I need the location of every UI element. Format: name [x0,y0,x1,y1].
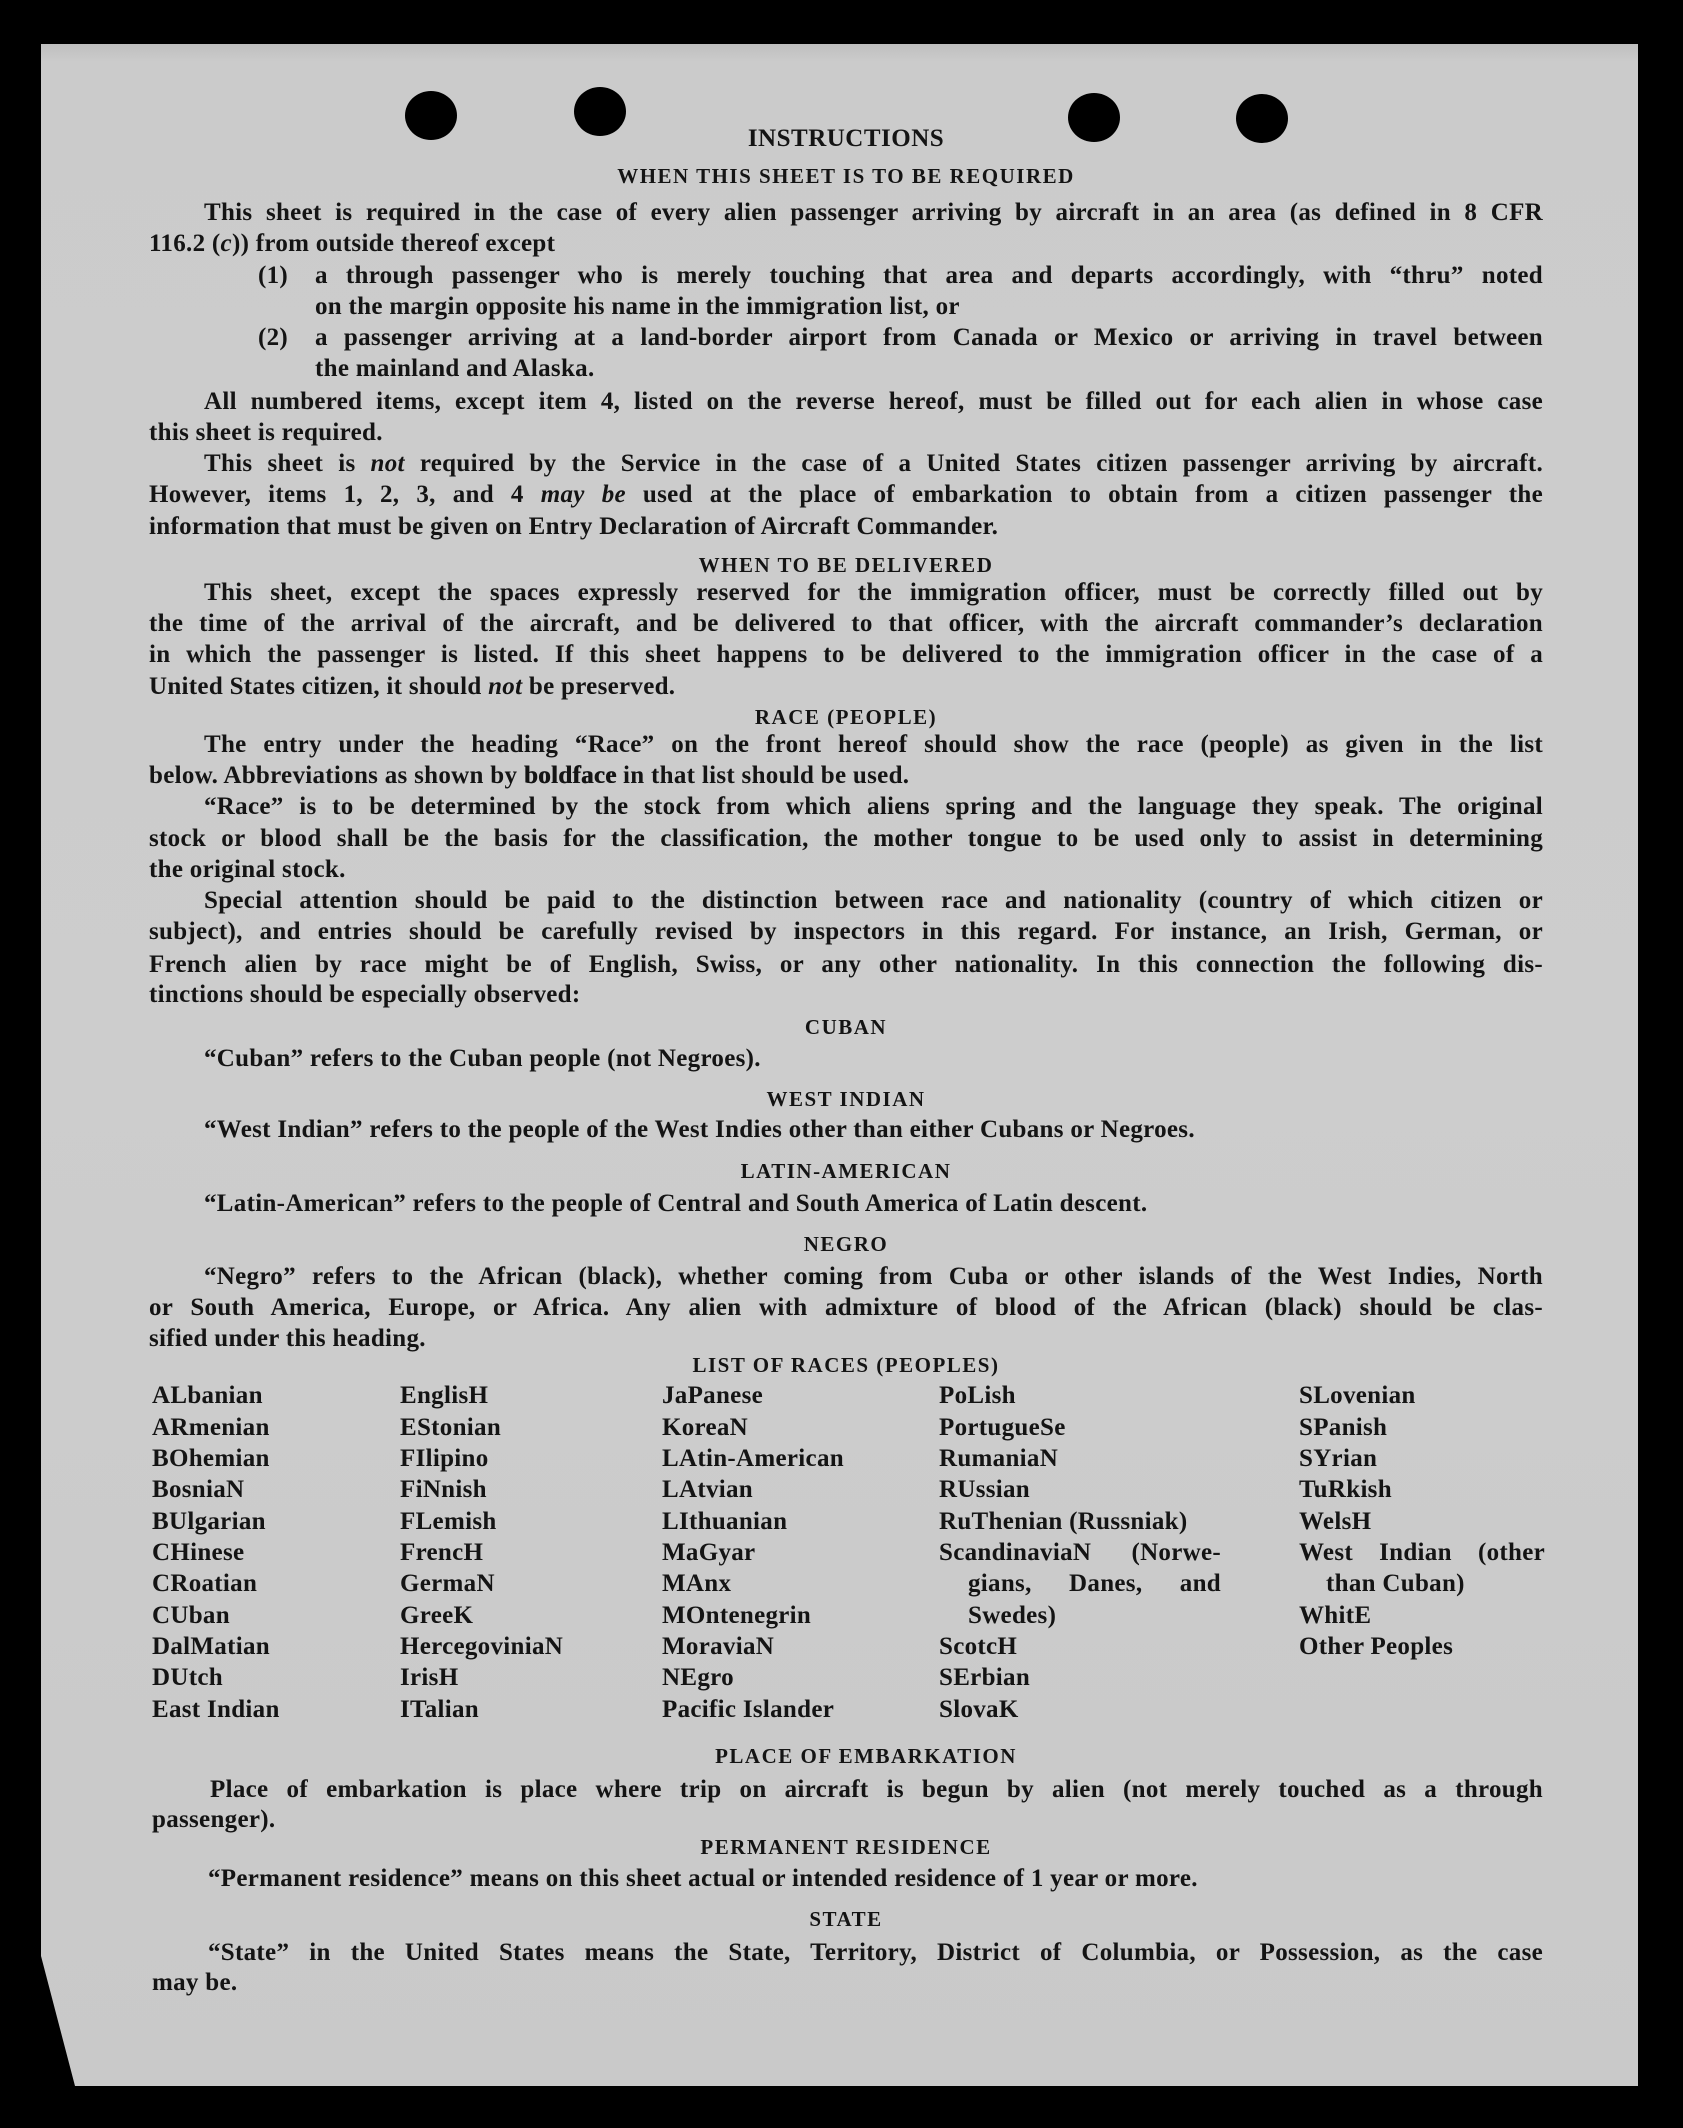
text-run: below. Abbreviations as shown by [149,762,524,789]
body-line: “Cuban” refers to the Cuban people (not Negroes). [204,1045,761,1072]
race-list-item: BosniaN [152,1476,245,1503]
race-list-item: FIlipino [400,1445,489,1472]
race-list-item: FrencH [400,1539,484,1566]
text-run: 116.2 ( [149,230,221,257]
race-list-item: GermaN [400,1570,495,1597]
race-list-item: DalMatian [152,1633,270,1660]
item-number: (2) [258,324,289,351]
race-list-item: MAnx [662,1570,732,1597]
race-list-item: MOntenegrin [662,1602,812,1629]
body-line: the mainland and Alaska. [315,355,595,382]
document-title: INSTRUCTIONS [747,125,945,152]
body-line: All numbered items, except item 4, listed on the reverse hereof, must be filled out for each alien in whose case [204,388,1543,415]
body-line: a through passenger who is merely touching that area and departs accordingly, with “thru” noted [315,262,1543,289]
italic-text-run: may be [540,481,626,508]
body-line: this sheet is required. [149,419,383,446]
race-list-item: CRoatian [152,1570,258,1597]
body-line: information that must be given on Entry Declaration of Aircraft Commander. [149,513,999,540]
body-line: “State” in the United States means the State, Territory, District of Columbia, or Possession, as the case [208,1939,1543,1966]
race-list-item: LIthuanian [662,1508,788,1535]
text-run: required by the Service in the case of a United States citizen passenger arriving by aircraft. [404,450,1543,477]
body-line: This sheet is required in the case of every alien passenger arriving by aircraft in an area (as defined in 8 CFR [204,199,1543,226]
race-list-item: CUban [152,1602,230,1629]
race-list-item: East Indian [152,1696,280,1723]
race-list-item: RUssian [939,1476,1031,1503]
race-list-item: GreeK [400,1602,474,1629]
race-list-item: SLovenian [1299,1382,1416,1409]
body-line: the time of the arrival of the aircraft, and be delivered to that officer, with the aircraft commander’s declaration [149,610,1543,637]
race-list-item: EnglisH [400,1382,489,1409]
race-list-item: RuThenian (Russniak) [939,1508,1188,1535]
race-list-item: LAtvian [662,1476,754,1503]
race-list-item: ScotcH [939,1633,1018,1660]
section-heading-latin-american: LATIN-AMERICAN [740,1159,952,1183]
italic-text-run: not [488,673,523,700]
body-line [149,229,555,259]
section-heading-list-of-races: LIST OF RACES (PEOPLES) [692,1353,1000,1377]
race-list-item: KoreaN [662,1414,749,1441]
race-list-item: FiNnish [400,1476,487,1503]
body-line: sified under this heading. [149,1325,426,1352]
race-list-item: FLemish [400,1508,497,1535]
race-list-item: SlovaK [939,1696,1019,1723]
race-list-item: SYrian [1299,1445,1378,1472]
race-list-item: LAtin-American [662,1445,844,1472]
race-list-item: than Cuban) [1326,1570,1465,1597]
race-list-item: WelsH [1299,1508,1372,1535]
section-heading-place-of-embarkation: PLACE OF EMBARKATION [715,1744,1017,1768]
race-list-item: TuRkish [1299,1476,1392,1503]
body-line: on the margin opposite his name in the immigration list, or [315,293,960,320]
race-list-item: NEgro [662,1664,734,1691]
text-run: This sheet is [204,450,371,477]
body-line: subject), and entries should be carefully revised by inspectors in this regard. For instance, an Irish, German, or [149,918,1543,945]
race-list-item: MaGyar [662,1539,756,1566]
race-list-item: PortugueSe [939,1414,1066,1441]
body-line: The entry under the heading “Race” on the front hereof should show the race (people) as given in the list [204,731,1543,758]
body-line: “Negro” refers to the African (black), whether coming from Cuba or other islands of the West Indies, North [204,1263,1543,1290]
race-list-item: CHinese [152,1539,245,1566]
body-line [204,449,1543,479]
body-line [149,761,909,791]
text-run: be preserved. [522,673,676,700]
body-line: This sheet, except the spaces expressly reserved for the immigration officer, must be correctly filled out by [204,579,1543,606]
race-list-item: ALbanian [152,1382,263,1409]
section-heading-when-delivered: WHEN TO BE DELIVERED [698,553,994,577]
body-line: passenger). [152,1806,276,1833]
race-list-item: BUlgarian [152,1508,266,1535]
race-list-item: Pacific Islander [662,1696,835,1723]
section-heading-permanent-residence: PERMANENT RESIDENCE [700,1835,992,1859]
race-list-item: IrisH [400,1664,459,1691]
race-list-item: JaPanese [662,1382,763,1409]
italic-text-run: not [370,450,405,477]
section-heading-when-required: WHEN THIS SHEET IS TO BE REQUIRED [617,164,1075,188]
race-list-item: SPanish [1299,1414,1388,1441]
race-list-item: HercegoviniaN [400,1633,564,1660]
race-list-item: WhitE [1299,1602,1372,1629]
body-line [149,480,1543,510]
body-line: the original stock. [149,856,346,883]
race-list-item: Other Peoples [1299,1633,1454,1660]
text-run: However, items 1, 2, 3, and 4 [149,481,541,508]
race-list-item: ARmenian [152,1414,270,1441]
race-list-item: gians, Danes, and [968,1570,1221,1597]
body-line: may be. [152,1969,238,1996]
race-list-item: ITalian [400,1696,480,1723]
race-list-item: PoLish [939,1382,1016,1409]
boldface-text-run: boldface [523,762,617,789]
body-line: tinctions should be especially observed: [149,981,581,1008]
italic-text-run: c [220,230,232,257]
body-line: “West Indian” refers to the people of the West Indies other than either Cubans or Negroes. [204,1116,1195,1143]
body-line: a passenger arriving at a land-border airport from Canada or Mexico or arriving in travel between [315,324,1543,351]
body-line: Special attention should be paid to the distinction between race and nationality (country of which citizen or [204,887,1543,914]
body-line: “Latin-American” refers to the people of Central and South America of Latin descent. [204,1190,1148,1217]
body-line [149,672,675,702]
text-run: )) from outside thereof except [231,230,556,257]
body-line: “Permanent residence” means on this sheet actual or intended residence of 1 year or more. [208,1865,1198,1892]
section-heading-cuban: CUBAN [804,1015,888,1039]
race-list-item: MoraviaN [662,1633,775,1660]
body-line: Place of embarkation is place where trip on aircraft is begun by alien (not merely touched as a through [210,1776,1543,1803]
item-number: (1) [258,262,289,289]
race-list-item: BOhemian [152,1445,270,1472]
text-run: United States citizen, it should [149,673,489,700]
race-list-item: DUtch [152,1664,223,1691]
race-list-item: ScandinaviaN (Norwe- [939,1539,1221,1566]
text-run: used at the place of embarkation to obtain from a citizen passenger the [625,481,1543,508]
section-heading-race: RACE (PEOPLE) [754,705,938,729]
race-list-item: RumaniaN [939,1445,1059,1472]
race-list-item: Swedes) [968,1602,1057,1629]
race-list-item: SErbian [939,1664,1031,1691]
section-heading-negro: NEGRO [803,1232,889,1256]
section-heading-west-indian: WEST INDIAN [766,1087,926,1111]
body-line: in which the passenger is listed. If this sheet happens to be delivered to the immigration officer in the case of a [149,641,1543,668]
body-line: stock or blood shall be the basis for the classification, the mother tongue to be used only to assist in determining [149,825,1543,852]
body-line: or South America, Europe, or Africa. Any alien with admixture of blood of the African (black) should be clas- [149,1294,1543,1321]
race-list-item: EStonian [400,1414,502,1441]
section-heading-state: STATE [809,1907,883,1931]
body-line: “Race” is to be determined by the stock from which aliens spring and the language they speak. The original [204,793,1543,820]
body-line: French alien by race might be of English, Swiss, or any other nationality. In this connection the following dis- [149,951,1543,978]
text-run: in that list should be used. [616,762,910,789]
race-list-item: West Indian (other [1299,1539,1545,1566]
